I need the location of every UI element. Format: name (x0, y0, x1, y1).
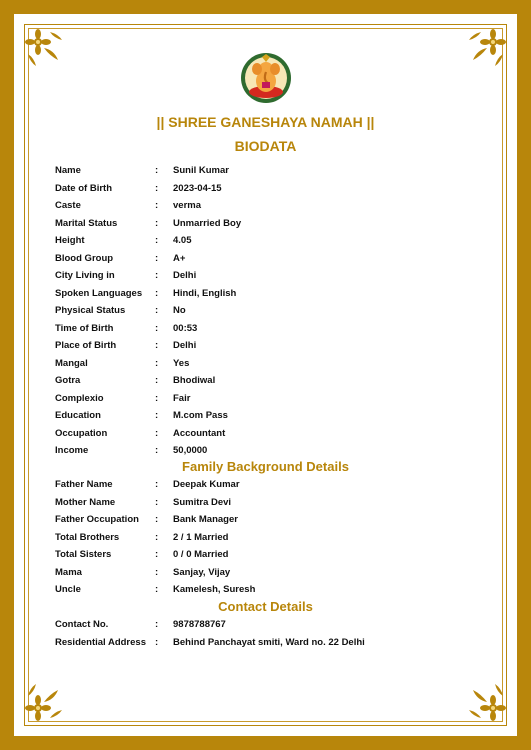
field-label: Spoken Languages (55, 287, 143, 299)
field-label: Father Occupation (55, 514, 139, 525)
field-label: Uncle (55, 584, 81, 595)
field-separator: : (155, 619, 159, 630)
field-separator: : (155, 427, 159, 439)
field-value: No (173, 305, 186, 316)
detail-row (55, 494, 495, 512)
field-value: Sanjay, Vijay (173, 566, 231, 578)
detail-row (55, 529, 495, 547)
detail-row (55, 215, 495, 233)
field-value: Hindi, English (173, 287, 237, 299)
field-label: Mama (55, 566, 82, 578)
field-separator: : (155, 514, 159, 525)
field-value: Delhi (173, 270, 197, 281)
field-separator: : (155, 496, 159, 508)
field-separator: : (155, 566, 159, 578)
floral-corner-icon (467, 28, 507, 68)
detail-row (55, 267, 495, 285)
detail-row (55, 390, 495, 408)
detail-row (55, 425, 495, 443)
field-label: Marital Status (55, 217, 118, 229)
field-label: Mother Name (55, 496, 116, 508)
field-value: A+ (173, 252, 186, 264)
detail-row (55, 442, 495, 460)
field-separator: : (155, 636, 159, 648)
contact-details (55, 616, 495, 651)
detail-row (55, 337, 495, 355)
floral-corner-icon (24, 682, 64, 722)
detail-row (55, 511, 495, 529)
field-label: Date of Birth (55, 182, 112, 194)
detail-row (55, 320, 495, 338)
field-value: 9878788767 (173, 619, 226, 630)
field-label: Place of Birth (55, 340, 117, 351)
field-label: Mangal (55, 357, 88, 369)
field-label: Physical Status (55, 305, 126, 316)
detail-row (55, 232, 495, 250)
ganesha-icon (240, 52, 292, 104)
field-value: 2023-04-15 (173, 182, 222, 194)
field-separator: : (155, 392, 159, 404)
detail-row (55, 197, 495, 215)
field-separator: : (155, 235, 159, 246)
detail-row (55, 250, 495, 268)
field-separator: : (155, 165, 159, 176)
floral-corner-icon (467, 682, 507, 722)
field-value: Bank Manager (173, 514, 238, 525)
biodata-page (14, 14, 517, 736)
field-value: Sunil Kumar (173, 165, 229, 176)
field-separator: : (155, 357, 159, 369)
field-value: Kamelesh, Suresh (173, 584, 256, 595)
field-value: 0 / 0 Married (173, 549, 229, 560)
field-label: Caste (55, 200, 81, 211)
field-value: Bhodiwal (173, 375, 216, 386)
detail-row (55, 407, 495, 425)
field-label: Education (55, 410, 101, 421)
field-label: Father Name (55, 479, 113, 490)
field-separator: : (155, 410, 159, 421)
personal-details (55, 162, 495, 460)
detail-row (55, 302, 495, 320)
detail-row (55, 634, 495, 652)
field-value: Deepak Kumar (173, 479, 240, 490)
field-label: Residential Address (55, 636, 146, 648)
detail-row (55, 355, 495, 373)
field-separator: : (155, 584, 159, 595)
detail-row (55, 476, 495, 494)
field-value: 2 / 1 Married (173, 531, 229, 543)
document-title: BIODATA (234, 138, 297, 154)
field-separator: : (155, 200, 159, 211)
field-separator: : (155, 375, 159, 386)
detail-row (55, 285, 495, 303)
field-value: Behind Panchayat smiti, Ward no. 22 Delhi (173, 636, 365, 648)
field-separator: : (155, 270, 159, 281)
field-separator: : (155, 252, 159, 264)
detail-row (55, 616, 495, 634)
field-label: Total Brothers (55, 531, 120, 543)
field-value: Sumitra Devi (173, 496, 232, 508)
field-label: Height (55, 235, 85, 246)
field-separator: : (155, 217, 159, 229)
field-label: Occupation (55, 427, 108, 439)
field-value: Fair (173, 392, 191, 404)
field-label: Total Sisters (55, 549, 112, 560)
invocation-heading: || SHREE GANESHAYA NAMAH || (156, 114, 375, 130)
field-label: City Living in (55, 270, 115, 281)
detail-row (55, 372, 495, 390)
field-label: Contact No. (55, 619, 109, 630)
detail-row (55, 581, 495, 599)
field-label: Blood Group (55, 252, 114, 264)
field-label: Complexio (55, 392, 104, 404)
field-separator: : (155, 305, 159, 316)
contact-section-title: Contact Details (218, 599, 313, 614)
floral-corner-icon (24, 28, 64, 68)
field-separator: : (155, 287, 159, 299)
detail-row (55, 180, 495, 198)
field-separator: : (155, 445, 159, 456)
field-value: 4.05 (173, 235, 192, 246)
field-value: Yes (173, 357, 190, 369)
field-label: Gotra (55, 375, 81, 386)
field-separator: : (155, 479, 159, 490)
field-separator: : (155, 531, 159, 543)
detail-row (55, 564, 495, 582)
field-value: M.com Pass (173, 410, 228, 421)
field-value: 50,0000 (173, 445, 208, 456)
field-value: Unmarried Boy (173, 217, 242, 229)
family-details (55, 476, 495, 599)
family-section-title: Family Background Details (182, 459, 349, 474)
field-separator: : (155, 182, 159, 194)
field-value: Accountant (173, 427, 226, 439)
field-separator: : (155, 340, 159, 351)
field-label: Time of Birth (55, 322, 114, 334)
field-value: verma (173, 200, 201, 211)
field-label: Income (55, 445, 89, 456)
field-label: Name (55, 165, 81, 176)
detail-row (55, 546, 495, 564)
field-value: 00:53 (173, 322, 198, 334)
field-separator: : (155, 549, 159, 560)
field-separator: : (155, 322, 159, 334)
field-value: Delhi (173, 340, 197, 351)
detail-row (55, 162, 495, 180)
